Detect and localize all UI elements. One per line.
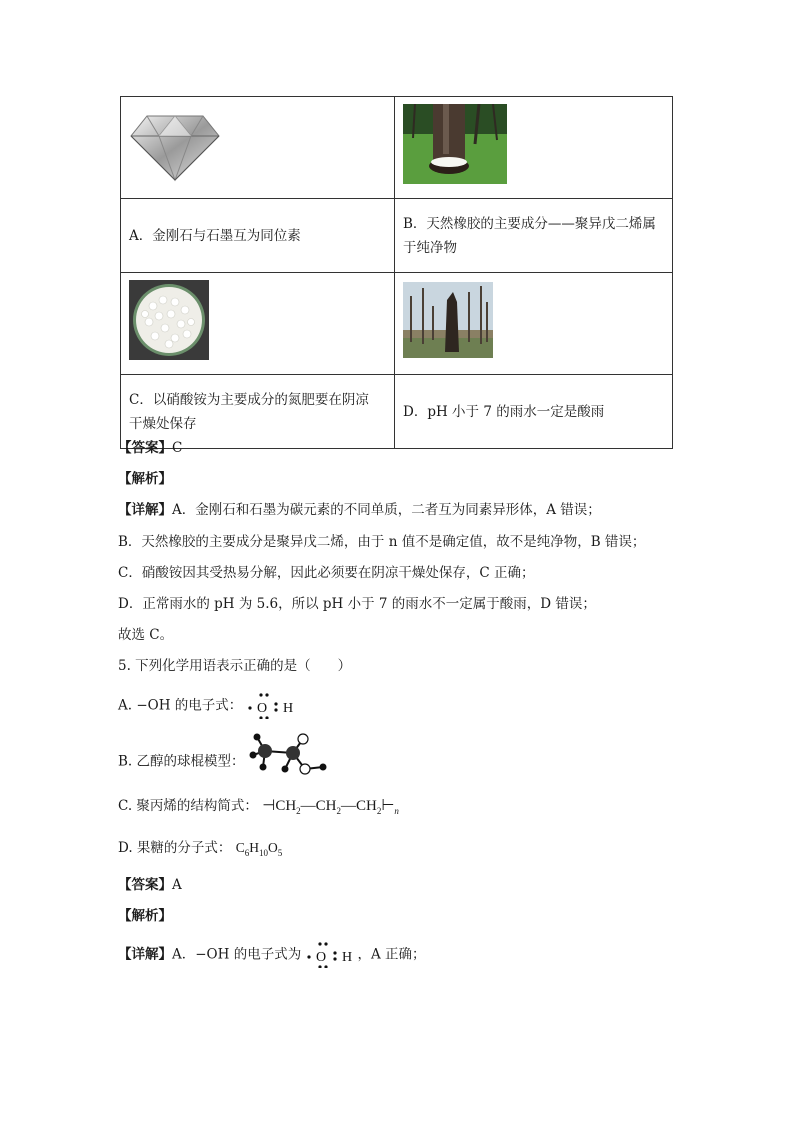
option-b-line-2: 于纯净物 (403, 239, 457, 256)
option-d-text (395, 375, 673, 449)
q5-stem: 5. 下列化学用语表示正确的是（ ） (118, 658, 352, 674)
q4-analysis-label: 【解析】 (118, 471, 172, 487)
q4-conclusion: 故选 C。 (118, 627, 174, 643)
formula-bond-1: — (300, 798, 316, 814)
diamond-image (129, 106, 221, 182)
formula-n: n (394, 806, 399, 816)
formula-sub-2: 2 (336, 806, 341, 816)
option-d-prefix: D．pH (403, 403, 448, 420)
q4-detail-b: B．天然橡胶的主要成分是聚异戊二烯，由于 n 值不是确定值，故不是纯净物，B 错误； (118, 534, 646, 550)
q4-detail-c: C．硝酸铵因其受热易分解，因此必须要在阴凉干燥处保存，C 正确； (118, 565, 535, 581)
options-table (120, 96, 673, 449)
formula-right-bracket: ⊢ (381, 798, 395, 814)
fertilizer-granules-image (129, 280, 209, 360)
hydroxyl-lewis-structure-2 (306, 942, 358, 968)
formula-o-sub: 5 (277, 848, 283, 858)
q5-option-a (118, 693, 299, 719)
q4-answer-label: 【答案】 (118, 440, 172, 456)
q4-detail-a-text: A．金刚石和石墨为碳元素的不同单质，二者互为同素异形体，A 错误； (172, 502, 601, 518)
formula-left-bracket: ⊣ (262, 798, 276, 814)
formula-sub-3: 2 (376, 806, 382, 816)
hydroxyl-lewis-structure (247, 693, 299, 719)
lewis-h-2: H (341, 950, 352, 965)
rubber-tree-image (403, 104, 507, 184)
q5-answer-value: A (172, 877, 182, 893)
q4-detail-a (118, 500, 601, 520)
q5-option-b-label: B. 乙醇的球棍模型： (118, 753, 245, 770)
q4-answer-value: C (172, 440, 183, 456)
q4-answer (118, 438, 182, 458)
q5-detail-label: 【详解】 (118, 946, 172, 963)
formula-ch-1: CH (275, 798, 297, 814)
q5-analysis (118, 906, 172, 926)
option-d-image-cell (395, 273, 673, 375)
option-b-line-1: B．天然橡胶的主要成分——聚异戊二烯属 (403, 215, 656, 232)
formula-ch-3: CH (356, 798, 377, 814)
option-b-image-cell (395, 97, 673, 199)
q4-detail-label: 【详解】 (118, 502, 172, 518)
dead-forest-image (403, 282, 493, 358)
formula-h-sub: 10 (259, 848, 268, 858)
formula-bond-2: — (341, 798, 356, 814)
q5-analysis-label: 【解析】 (118, 908, 172, 924)
option-d-suffix: 小于 7 的雨水一定是酸雨 (452, 403, 605, 420)
option-c-line-1: C．以硝酸铵为主要成分的氮肥要在阴凉 (129, 391, 369, 408)
q5-answer-label: 【答案】 (118, 877, 172, 893)
lewis-h: H (282, 701, 293, 716)
formula-sub-1: 2 (296, 806, 301, 816)
q5-option-b (118, 745, 341, 779)
q5-option-c (118, 796, 399, 821)
formula-c: C (235, 840, 245, 855)
formula-ch-2: CH (315, 798, 337, 814)
q5-option-c-label: C. 聚丙烯的结构简式： (118, 798, 258, 814)
option-a-text: A．金刚石与石墨互为同位素 (121, 199, 395, 273)
q4-analysis (118, 469, 172, 489)
lewis-o-2: O (315, 950, 326, 965)
q5-detail-a-suffix: ，A 正确； (357, 946, 426, 963)
formula-h: H (249, 840, 259, 855)
q5-option-a-label: A. −OH 的电子式： (118, 697, 243, 714)
q5-option-d-label: D. 果糖的分子式： (118, 840, 232, 856)
formula-c-sub: 6 (244, 848, 250, 858)
ethanol-ball-stick-model (249, 731, 341, 779)
option-c-line-2: 干燥处保存 (129, 415, 197, 432)
q5-option-d (118, 838, 282, 863)
option-b-text (395, 199, 673, 273)
option-c-image-cell (121, 273, 395, 375)
q5-answer (118, 875, 182, 895)
fructose-formula (235, 840, 283, 858)
option-a-image-cell (121, 97, 395, 199)
q5-detail-a-prefix: A．−OH 的电子式为 (172, 946, 302, 963)
q5-detail-a (118, 942, 426, 968)
lewis-o: O (256, 701, 267, 716)
q4-detail-d: D．正常雨水的 pH 为 5.6，所以 pH 小于 7 的雨水不一定属于酸雨，D 错误； (118, 596, 596, 612)
formula-o: O (268, 840, 278, 855)
polypropylene-formula (262, 798, 399, 814)
